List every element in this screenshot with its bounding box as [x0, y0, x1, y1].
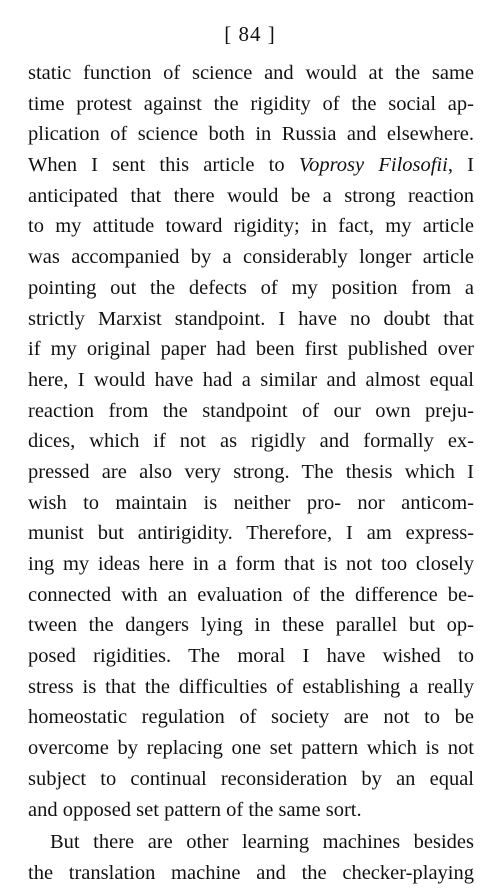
text-line: to my attitude toward rigidity; in fact, my article	[28, 215, 474, 238]
text-fragment: , I	[447, 154, 474, 177]
text-line: munist but antirigidity. Therefore, I am express-	[28, 522, 474, 545]
text-line	[28, 150, 474, 181]
text-line: if my original paper had been first published over	[28, 338, 474, 361]
text-line: pressed are also very strong. The thesis which I	[28, 460, 474, 483]
text-line: posed rigidities. The moral I have wished to	[28, 645, 474, 668]
text-line: stress is that the difficulties of establishing a really	[28, 675, 474, 698]
text-line: here, I would have had a similar and almost equal	[28, 368, 474, 391]
journal-title: Voprosy Filosofii	[298, 154, 448, 177]
text-line: wish to maintain is neither pro- nor anticom-	[28, 491, 474, 514]
paragraph-end-line: and opposed set pattern of the same sort.	[28, 798, 362, 821]
text-line: connected with an evaluation of the difference be-	[28, 583, 474, 606]
paragraph-start-line: But there are other learning machines besides	[50, 831, 474, 854]
text-line: homeostatic regulation of society are not to be	[28, 706, 474, 729]
text-line: subject to continual reconsideration by an equal	[28, 767, 474, 790]
text-line: time protest against the rigidity of the social ap-	[28, 92, 474, 115]
body-text	[28, 58, 474, 889]
text-line: ing my ideas here in a form that is not too closely	[28, 553, 474, 575]
text-line: was accompanied by a considerably longer article	[28, 246, 474, 269]
text-line: overcome by replacing one set pattern which is not	[28, 737, 474, 760]
text-line: pointing out the defects of my position from a	[28, 276, 474, 299]
text-line: plication of science both in Russia and elsewhere.	[28, 123, 474, 146]
text-line: reaction from the standpoint of our own preju-	[28, 399, 474, 422]
text-fragment: When I sent this article to	[28, 154, 299, 177]
text-line: anticipated that there would be a strong reaction	[28, 184, 474, 207]
text-line: tween the dangers lying in these parallel but op-	[28, 614, 474, 637]
text-line: static function of science and would at the same	[28, 62, 474, 84]
text-line: the translation machine and the checker-playing	[28, 861, 474, 884]
text-line: dices, which if not as rigidly and formally ex-	[28, 430, 474, 453]
page-number: [ 84 ]	[224, 22, 276, 46]
text-line: strictly Marxist standpoint. I have no doubt that	[28, 307, 474, 330]
